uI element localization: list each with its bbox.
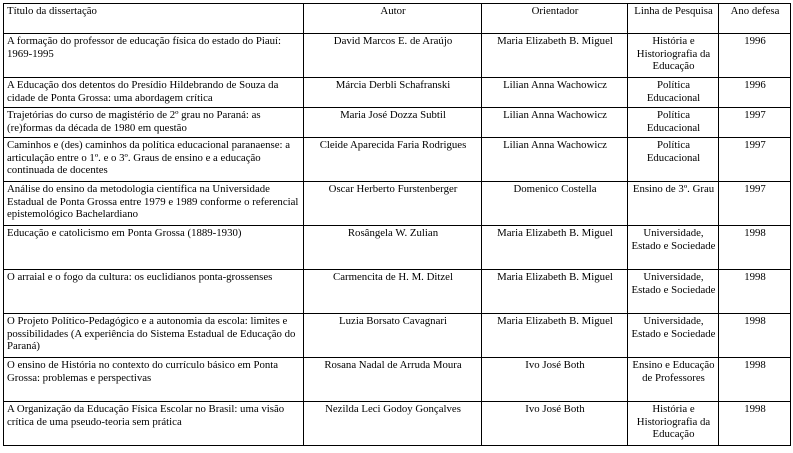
- table-row: [4, 226, 791, 270]
- dissertation-title: Educação e catolicismo em Ponta Grossa (1889-1930): [4, 226, 304, 270]
- author-cell: Nezilda Leci Godoy Gonçalves: [304, 402, 482, 446]
- dissertation-title: O Projeto Político-Pedagógico e a autonomia da escola: limites e possibilidades (A experiência do Sistema Estadual de Educação do Paraná): [4, 314, 304, 358]
- author-cell: Márcia Derbli Schafranski: [304, 78, 482, 108]
- dissertation-title: Caminhos e (des) caminhos da política educacional paranaense: a articulação entre o 1º. e o 3º. Graus de ensino e a educação continuada de docentes: [4, 138, 304, 182]
- table-row: [4, 34, 791, 78]
- header-advisor: Orientador: [482, 4, 628, 34]
- defense-year-cell: 1996: [719, 34, 791, 78]
- author-cell: Carmencita de H. M. Ditzel: [304, 270, 482, 314]
- header-title: Título da dissertação: [4, 4, 304, 34]
- dissertation-title: A Organização da Educação Física Escolar no Brasil: uma visão crítica de uma pseudo-teoria sem prática: [4, 402, 304, 446]
- research-line-cell: Universidade, Estado e Sociedade: [628, 226, 719, 270]
- research-line-cell: Universidade, Estado e Sociedade: [628, 314, 719, 358]
- research-line-cell: Ensino de 3º. Grau: [628, 182, 719, 226]
- dissertation-title: A formação do professor de educação física do estado do Piauí: 1969-1995: [4, 34, 304, 78]
- defense-year-cell: 1998: [719, 226, 791, 270]
- author-cell: Rosângela W. Zulian: [304, 226, 482, 270]
- table-row: [4, 270, 791, 314]
- author-cell: David Marcos E. de Araújo: [304, 34, 482, 78]
- advisor-cell: Domenico Costella: [482, 182, 628, 226]
- dissertations-table: [3, 3, 791, 446]
- dissertation-title: A Educação dos detentos do Presídio Hildebrando de Souza da cidade de Ponta Grossa: uma abordagem crítica: [4, 78, 304, 108]
- research-line-cell: História e Historiografia da Educação: [628, 402, 719, 446]
- defense-year-cell: 1998: [719, 314, 791, 358]
- advisor-cell: Maria Elizabeth B. Miguel: [482, 270, 628, 314]
- header-row: [4, 4, 791, 34]
- dissertation-title: Análise do ensino da metodologia científica na Universidade Estadual de Ponta Grossa entre 1979 e 1989 conforme o referencial epistemológico Bachelardiano: [4, 182, 304, 226]
- advisor-cell: Maria Elizabeth B. Miguel: [482, 314, 628, 358]
- table-row: [4, 138, 791, 182]
- table-row: [4, 402, 791, 446]
- header-defense-year: Ano defesa: [719, 4, 791, 34]
- defense-year-cell: 1997: [719, 138, 791, 182]
- research-line-cell: Política Educacional: [628, 138, 719, 182]
- advisor-cell: Maria Elizabeth B. Miguel: [482, 34, 628, 78]
- author-cell: Maria José Dozza Subtil: [304, 108, 482, 138]
- author-cell: Rosana Nadal de Arruda Moura: [304, 358, 482, 402]
- advisor-cell: Lilian Anna Wachowicz: [482, 108, 628, 138]
- header-author: Autor: [304, 4, 482, 34]
- research-line-cell: História e Historiografia da Educação: [628, 34, 719, 78]
- research-line-cell: Universidade, Estado e Sociedade: [628, 270, 719, 314]
- defense-year-cell: 1998: [719, 270, 791, 314]
- advisor-cell: Lilian Anna Wachowicz: [482, 138, 628, 182]
- table-row: [4, 358, 791, 402]
- defense-year-cell: 1997: [719, 182, 791, 226]
- defense-year-cell: 1996: [719, 78, 791, 108]
- advisor-cell: Lilian Anna Wachowicz: [482, 78, 628, 108]
- author-cell: Luzia Borsato Cavagnari: [304, 314, 482, 358]
- research-line-cell: Política Educacional: [628, 108, 719, 138]
- table-row: [4, 182, 791, 226]
- table-row: [4, 78, 791, 108]
- defense-year-cell: 1998: [719, 402, 791, 446]
- dissertation-title: O ensino de História no contexto do currículo básico em Ponta Grossa: problemas e perspectivas: [4, 358, 304, 402]
- table-row: [4, 314, 791, 358]
- defense-year-cell: 1997: [719, 108, 791, 138]
- author-cell: Cleide Aparecida Faria Rodrigues: [304, 138, 482, 182]
- advisor-cell: Ivo José Both: [482, 402, 628, 446]
- author-cell: Oscar Herberto Furstenberger: [304, 182, 482, 226]
- advisor-cell: Ivo José Both: [482, 358, 628, 402]
- dissertation-title: O arraial e o fogo da cultura: os euclidianos ponta-grossenses: [4, 270, 304, 314]
- research-line-cell: Ensino e Educação de Professores: [628, 358, 719, 402]
- header-research-line: Linha de Pesquisa: [628, 4, 719, 34]
- research-line-cell: Política Educacional: [628, 78, 719, 108]
- table-row: [4, 108, 791, 138]
- defense-year-cell: 1998: [719, 358, 791, 402]
- dissertation-title: Trajetórias do curso de magistério de 2º grau no Paraná: as (re)formas da década de 1980 em questão: [4, 108, 304, 138]
- advisor-cell: Maria Elizabeth B. Miguel: [482, 226, 628, 270]
